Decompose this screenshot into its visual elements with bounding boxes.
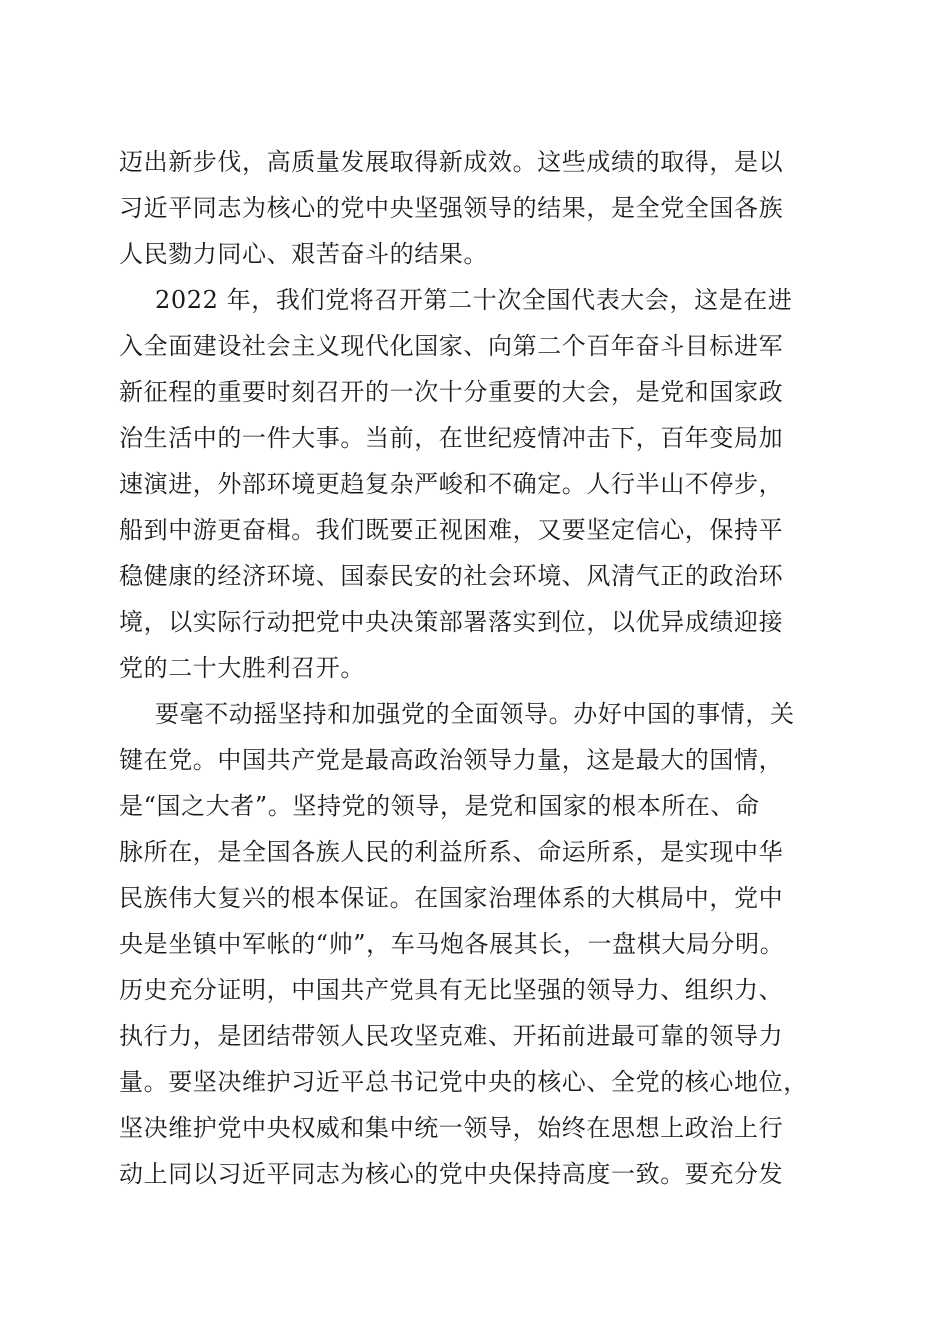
document-body [119, 139, 831, 1197]
text-line: 脉所在，是全国各族人民的利益所系、命运所系，是实现中华 [119, 838, 784, 866]
text-line: 坚决维护党中央权威和集中统一领导，始终在思想上政治上行 [119, 1114, 784, 1142]
paragraph-start-line: 要毫不动摇坚持和加强党的全面领导。办好中国的事情，关 [155, 700, 795, 728]
text-line: 历史充分证明，中国共产党具有无比坚强的领导力、组织力、 [119, 976, 784, 1004]
text-line: 船到中游更奋楫。我们既要正视困难，又要坚定信心，保持平 [119, 516, 784, 544]
text-line: 速演进，外部环境更趋复杂严峻和不确定。人行半山不停步， [119, 470, 784, 498]
text-line: 境，以实际行动把党中央决策部署落实到位，以优异成绩迎接 [119, 608, 784, 636]
text-line: 入全面建设社会主义现代化国家、向第二个百年奋斗目标进军 [119, 332, 784, 360]
text-line: 迈出新步伐，高质量发展取得新成效。这些成绩的取得，是以 [119, 148, 784, 176]
text-line: 民族伟大复兴的根本保证。在国家治理体系的大棋局中，党中 [119, 884, 784, 912]
paragraph-start-line: 2022 年，我们党将召开第二十次全国代表大会，这是在进 [155, 286, 793, 314]
text-line: 党的二十大胜利召开。 [119, 654, 365, 682]
text-line: 执行力，是团结带领人民攻坚克难、开拓前进最可靠的领导力 [119, 1022, 784, 1050]
text-line: 央是坐镇中军帐的“帅”，车马炮各展其长，一盘棋大局分明。 [119, 930, 785, 958]
text-line: 治生活中的一件大事。当前，在世纪疫情冲击下，百年变局加 [119, 424, 784, 452]
text-line: 动上同以习近平同志为核心的党中央保持高度一致。要充分发 [119, 1160, 784, 1188]
text-line: 稳健康的经济环境、国泰民安的社会环境、风清气正的政治环 [119, 562, 784, 590]
text-line: 习近平同志为核心的党中央坚强领导的结果，是全党全国各族 [119, 194, 784, 222]
text-line: 键在党。中国共产党是最高政治领导力量，这是最大的国情， [119, 746, 784, 774]
text-line: 是“国之大者”。坚持党的领导，是党和国家的根本所在、命 [119, 792, 760, 820]
text-line: 人民勠力同心、艰苦奋斗的结果。 [119, 240, 488, 268]
text-line: 新征程的重要时刻召开的一次十分重要的大会，是党和国家政 [119, 378, 784, 406]
text-line: 量。要坚决维护习近平总书记党中央的核心、全党的核心地位， [119, 1068, 808, 1096]
